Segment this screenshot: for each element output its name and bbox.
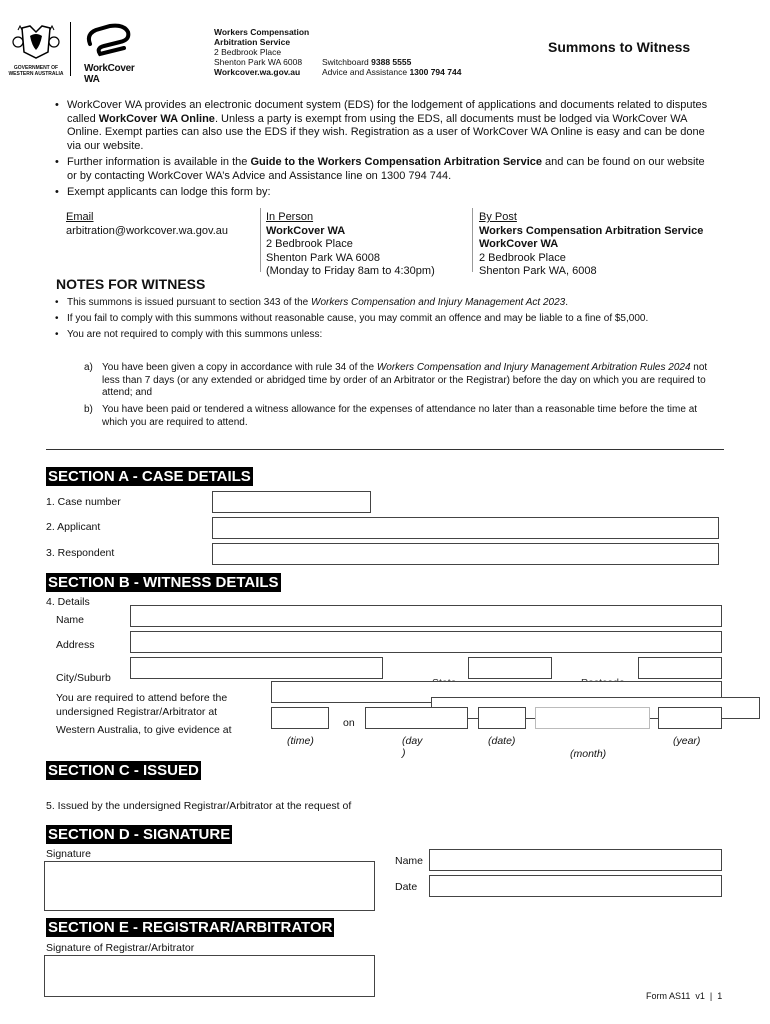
note-b-text: You have been paid or tendered a witness allowance for the expenses of attendance no later than a reasonable time before the time at which you are required to attend.: [102, 404, 698, 428]
attend-text-2: undersigned Registrar/Arbitrator at: [56, 706, 218, 718]
time-caption: (time): [287, 735, 314, 747]
intro-b2-pre: Further information is available in the: [67, 156, 251, 168]
footer-version: v1: [695, 991, 705, 1001]
note-3: • You are not required to comply with this summons unless:: [53, 327, 713, 343]
lodge-email-heading: Email: [66, 211, 94, 223]
date-caption: (date): [488, 735, 516, 747]
year-caption: (year): [673, 735, 701, 747]
time-field[interactable]: [271, 707, 329, 729]
section-b-heading: SECTION B - WITNESS DETAILS: [48, 574, 279, 591]
lodge-post-heading: By Post: [479, 211, 517, 223]
sign-date-label: Date: [395, 881, 418, 893]
lodge-email: [66, 211, 256, 238]
witness-name-field[interactable]: [130, 605, 722, 627]
org-name-2: Arbitration Service: [214, 37, 291, 47]
case-number-label: 1. Case number: [46, 496, 121, 508]
lodge-post-line4: Shenton Park WA, 6008: [479, 265, 597, 277]
respondent-field[interactable]: [212, 543, 719, 565]
website-link[interactable]: Workcover.wa.gov.au: [214, 67, 301, 77]
registrar-signature-label: Signature of Registrar/Arbitrator: [46, 942, 195, 954]
org-address-2: Shenton Park WA 6008: [214, 57, 303, 67]
footer-form: Form AS11: [646, 991, 691, 1001]
intro-bullet-2: [53, 156, 715, 183]
org-address-block: [214, 27, 514, 77]
intro-b1-pre: WorkCover WA provides an electronic document system (EDS) for the lodgement of applications and documents related to disputes called: [67, 99, 708, 125]
notes-heading: NOTES FOR WITNESS: [56, 276, 206, 292]
org-name: Workers Compensation: [214, 27, 310, 37]
registrar-signature-field[interactable]: [44, 955, 375, 997]
header-divider: [70, 22, 71, 76]
lodge-post-line1: Workers Compensation Arbitration Service: [479, 224, 704, 237]
footer-separator: |: [709, 991, 713, 1001]
intro-b2-post: and can be found on our website or by contacting WorkCover WA’s Advice and Assistance line on 1300 794 744.: [67, 156, 705, 182]
intro-list: [53, 99, 715, 200]
lodge-person-heading: In Person: [266, 211, 314, 223]
gov-logo-text-1: GOVERNMENT OF: [13, 65, 59, 71]
state-field[interactable]: [468, 657, 552, 679]
gov-logo-text-2: WESTERN AUSTRALIA: [8, 71, 64, 77]
intro-bullet-3: • Exempt applicants can lodge this form by:: [53, 186, 715, 200]
note-a-post: not less than 7 days (or any extended or abridged time by order of an Arbitrator or the Registrar) before the day on which you are required to attend; and: [102, 362, 708, 398]
intro-b1-post: . Unless a party is exempt from using the EDS, all documents must be lodged via WorkCover WA Online. Exempt parties can also use the EDS if they wish. Registration as a user of WorkCover WA Online is easy and can be done via our website.: [67, 112, 705, 152]
intro-bullet-1: [53, 99, 715, 153]
year-field[interactable]: [658, 707, 722, 729]
notes-list: [53, 295, 713, 343]
city-label: City/Suburb: [56, 672, 111, 684]
switchboard-label: Switchboard: [322, 57, 369, 67]
day-caption-close: ): [402, 747, 406, 759]
note-b-label: b): [84, 404, 93, 415]
lodge-email-address[interactable]: arbitration@workcover.wa.gov.au: [66, 224, 228, 237]
advice-label: Advice and Assistance: [322, 67, 408, 77]
postcode-field[interactable]: [638, 657, 722, 679]
day-caption: (day: [402, 735, 423, 747]
note-1-post: .: [565, 297, 569, 308]
government-crest-logo: [8, 22, 64, 76]
workcover-logo: [84, 22, 144, 85]
lodge-person-line2: 2 Bedbrook Place: [266, 238, 353, 250]
issued-by-label: 5. Issued by the undersigned Registrar/Arbitrator at the request of: [46, 800, 352, 812]
note-1: [53, 295, 713, 311]
signer-name-field[interactable]: [429, 849, 722, 871]
city-field[interactable]: [130, 657, 383, 679]
lodge-person-line1: WorkCover WA: [266, 224, 346, 237]
advice-number: 1300 794 744: [409, 67, 462, 77]
witness-name-label: Name: [56, 614, 85, 626]
org-web-row: [214, 67, 514, 77]
section-c-heading: SECTION C - ISSUED: [48, 762, 199, 779]
note-a-text: [102, 362, 714, 400]
attend-text-1: You are required to attend before the: [56, 692, 228, 704]
workcover-brand-name: WorkCover WA: [84, 63, 135, 85]
switchboard-number: 9388 5555: [371, 57, 412, 67]
witness-address-label: Address: [56, 639, 95, 651]
lodge-person-line3: Shenton Park WA 6008: [266, 251, 380, 264]
note-sub-a: [84, 362, 714, 400]
note-1-ital: Workers Compensation and Injury Management Act 2023: [311, 297, 566, 308]
day-field[interactable]: [365, 707, 468, 729]
intro-b1-bold: WorkCover WA Online: [98, 112, 215, 125]
signature-field[interactable]: [44, 861, 375, 911]
lodge-person-line4: (Monday to Friday 8am to 4:30pm): [266, 265, 435, 277]
org-address-1: 2 Bedbrook Place: [214, 47, 282, 57]
lodge-post-line3: 2 Bedbrook Place: [479, 251, 566, 264]
footer-page: 1: [717, 991, 723, 1001]
signature-label: Signature: [46, 848, 91, 860]
lodge-divider-1: [260, 208, 261, 272]
witness-address-field[interactable]: [130, 631, 722, 653]
attend-text-3: Western Australia, to give evidence at: [56, 724, 232, 736]
section-d-heading: SECTION D - SIGNATURE: [48, 826, 231, 843]
on-label: on: [343, 717, 355, 729]
note-1-pre: This summons is issued pursuant to section 343 of the: [67, 297, 312, 308]
applicant-label: 2. Applicant: [46, 521, 101, 533]
note-a-ital: Workers Compensation and Injury Management Arbitration Rules 2024: [376, 362, 691, 373]
org-address-line-2-row: [214, 57, 514, 67]
signer-name-label: Name: [395, 855, 424, 867]
note-a-pre: You have been given a copy in accordance with rule 34 of the: [102, 362, 377, 373]
case-number-field[interactable]: [212, 491, 371, 513]
lodge-in-person: [266, 211, 466, 279]
notes-divider: [46, 449, 724, 450]
month-field[interactable]: [535, 707, 650, 729]
applicant-field[interactable]: [212, 517, 719, 539]
footer: [646, 991, 722, 1001]
sign-date-field[interactable]: [429, 875, 722, 897]
lodge-post-line2: WorkCover WA: [479, 238, 559, 250]
form-title: Summons to Witness: [548, 39, 691, 55]
details-label: 4. Details: [46, 596, 90, 608]
date-field[interactable]: [478, 707, 526, 729]
note-2: • If you fail to comply with this summons without reasonable cause, you may commit an offence and may be liable to a fine of $5,000.: [53, 311, 713, 327]
intro-b2-bold: Guide to the Workers Compensation Arbitration Service: [250, 156, 542, 168]
note-a-label: a): [84, 362, 93, 373]
section-e-heading: SECTION E - REGISTRAR/ARBITRATOR: [48, 919, 333, 936]
respondent-label: 3. Respondent: [46, 547, 115, 559]
note-sub-b: [84, 404, 714, 429]
lodge-divider-2: [472, 208, 473, 272]
month-caption: (month): [570, 748, 607, 760]
lodge-by-post: [479, 211, 739, 279]
section-a-heading: SECTION A - CASE DETAILS: [48, 468, 251, 485]
